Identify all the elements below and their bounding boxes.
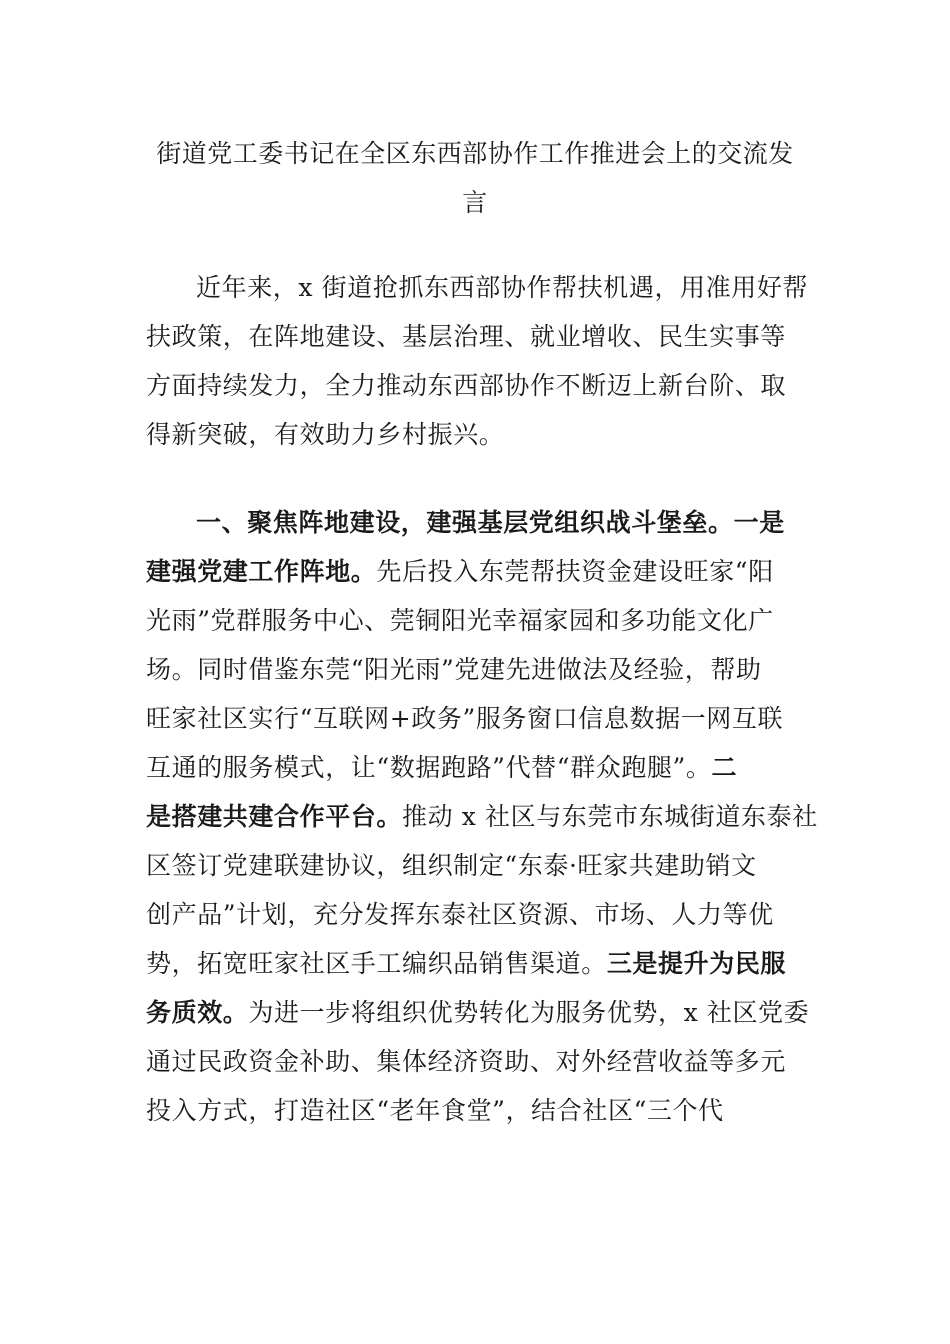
item-3-title-start: 三是提升为民服 (606, 949, 787, 978)
section-1-line-8: 区签订党建联建协议，组织制定“东泰·旺家共建助销文 (146, 851, 757, 880)
intro-line-4: 得新突破，有效助力乡村振兴。 (146, 420, 505, 449)
intro-line-1: 近年来，x 街道抢抓东西部协作帮扶机遇，用准用好帮 (196, 273, 809, 302)
document-title-line-2: 言 (462, 188, 488, 217)
section-1-line-4: 场。同时借鉴东莞“阳光雨”党建先进做法及经验，帮助 (146, 655, 762, 684)
section-1-line-10-text: 势，拓宽旺家社区手工编织品销售渠道。 (146, 949, 607, 978)
section-1-line-13: 投入方式，打造社区“老年食堂”，结合社区“三个代 (146, 1096, 724, 1125)
item-3-text: 为进一步将组织优势转化为服务优势，x 社区党委 (248, 998, 810, 1027)
item-2-title: 是搭建共建合作平台。 (146, 802, 403, 831)
item-3-title: 务质效。 (146, 998, 249, 1027)
section-1-line-7 (146, 799, 818, 835)
section-1-line-2 (146, 554, 774, 590)
section-1-line-3: 光雨”党群服务中心、莞铜阳光幸福家园和多功能文化广 (146, 606, 774, 635)
section-1-line-6-text: 互通的服务模式，让“数据跑路”代替“群众跑腿”。 (146, 753, 712, 782)
section-1-line-10 (146, 946, 786, 982)
document-title-line-1: 街道党工委书记在全区东西部协作工作推进会上的交流发 (156, 139, 794, 168)
section-1-line-12: 通过民政资金补助、集体经济资助、对外经营收益等多元 (146, 1047, 787, 1076)
section-1-line-6 (146, 750, 737, 786)
section-1-line-11 (146, 995, 809, 1031)
section-1-heading: 一、聚焦阵地建设，建强基层党组织战斗堡垒。一是 (196, 508, 785, 537)
intro-line-2: 扶政策，在阵地建设、基层治理、就业增收、民生实事等 (146, 322, 787, 351)
section-1-line-9: 创产品”计划，充分发挥东泰社区资源、市场、人力等优 (146, 900, 774, 929)
item-1-title: 建强党建工作阵地。 (146, 557, 377, 586)
item-2-text: 推动 x 社区与东莞市东城街道东泰社 (402, 802, 818, 831)
section-1-line-5: 旺家社区实行“互联网+政务”服务窗口信息数据一网互联 (146, 704, 784, 733)
intro-line-3: 方面持续发力，全力推动东西部协作不断迈上新台阶、取 (146, 371, 787, 400)
item-1-text: 先后投入东莞帮扶资金建设旺家“阳 (376, 557, 774, 586)
item-2-title-start: 二 (711, 753, 738, 782)
